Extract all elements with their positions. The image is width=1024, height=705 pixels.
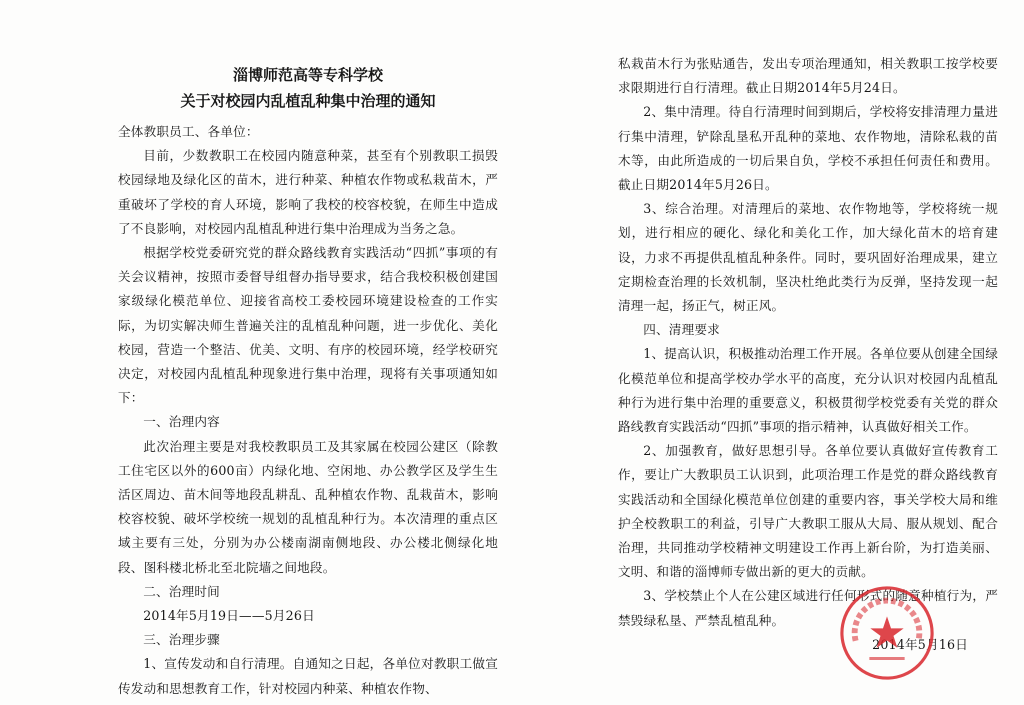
- step-two-text: 2、集中清理。待自行清理时间到期后，学校将安排清理力量进行集中清理，铲除乱垦私开乱种的菜地、农作物地，清除私栽的苗木等，由此所造成的一切后果自负，学校不承担任何责任和费用。截止日期2014年5月26日。: [618, 104, 998, 193]
- requirement-three: 3、学校禁止个人在公建区域进行任何形式的随意种植行为，严禁毁绿私垦、严禁乱植乱种。: [618, 588, 998, 628]
- section-time-text: 2014年5月19日——5月26日: [143, 608, 315, 624]
- paragraph-basis: 根据学校党委研究党的群众路线教育实践活动“四抓”事项的有关会议精神，按照市委督导组督办指导要求，结合我校积极创建国家级绿化模范单位、迎接省高校工委校园环境建设检查的工作实际，为切实解决师生普遍关注的乱植乱种问题，进一步优化、美化校园，营造一个整洁、优美、文明、有序的校园环境，经学校研究决定，对校园内乱植乱种现象进行集中治理，现将有关事项通知如下：: [118, 245, 498, 406]
- requirement-one: 1、提高认识，积极推动治理工作开展。各单位要从创建全国绿化模范单位和提高学校办学水平的高度，充分认识对校园内乱植乱种行为进行集中治理的重要意义，积极贯彻学校党委有关党的群众路线教育实践活动“四抓”事项的指示精神，认真做好相关工作。: [618, 346, 998, 435]
- paragraph-background: 目前，少数教职工在校园内随意种菜，甚至有个别教职工损毁校园绿地及绿化区的苗木，进行种菜、种植农作物或私栽苗木，严重破坏了学校的育人环境，影响了我校的校容校貌，在师生中造成了不良影响，对校园内乱植乱种进行集中治理成为当务之急。: [118, 148, 498, 236]
- requirement-two: 2、加强教育，做好思想引导。各单位要认真做好宣传教育工作，要让广大教职员工认识到，此项治理工作是党的群众路线教育实践活动和全国绿化模范单位创建的重要内容，事关学校大局和维护全校教职工的利益，引导广大教职工服从大局、服从规划、配合治理，共同推动学校精神文明建设工作再上新台阶，为打造美丽、文明、和谐的淄博师专做出新的更大的贡献。: [618, 443, 998, 580]
- official-seal: [838, 584, 936, 682]
- section-heading-content: 一、治理内容: [143, 414, 220, 430]
- issue-date: 2014年5月16日: [872, 636, 968, 652]
- notice-title: 关于对校园内乱植乱种集中治理的通知: [180, 92, 436, 110]
- step-one-continued: 私栽苗木行为张贴通告，发出专项治理通知，相关教职工按学校要求限期进行自行清理。截止日期2014年5月24日。: [618, 56, 998, 96]
- salutation: 全体教职员工、各单位：: [118, 124, 259, 139]
- section-heading-time: 二、治理时间: [143, 583, 220, 599]
- school-name: 淄博师范高等专科学校: [232, 66, 383, 84]
- step-one-text: 1、宣传发动和自行清理。自通知之日起，各单位对教职工做宣传发动和思想教育工作，针对校园内种菜、种植农作物、: [118, 656, 498, 696]
- left-column: [118, 52, 498, 701]
- step-three-text: 3、综合治理。对清理后的菜地、农作物地等，学校将统一规划，进行相应的硬化、绿化和美化工作，加大绿化苗木的培育建设，力求不再提供乱植乱种条件。同时，要巩固好治理成果，建立定期检查治理的长效机制，坚决杜绝此类行为反弹，坚持发现一起清理一起，扬正气，树正风。: [618, 201, 998, 314]
- section-heading-requirements: 四、清理要求: [643, 322, 720, 338]
- section-content-text: 此次治理主要是对我校教职员工及其家属在校园公建区（除教工住宅区以外的600亩）内绿化地、空闲地、办公教学区及学生生活区周边、苗木间等地段乱耕乱、乱种植农作物、乱栽苗木，影响校容校貌、破坏学校统一规划的乱植乱种行为。本次清理的重点区域主要有三处，分别为办公楼南湖南侧地段、办公楼北侧绿化地段、图科楼北桥北至北院墙之间地段。: [118, 438, 498, 575]
- seal-icon: [838, 584, 936, 682]
- right-column: [618, 52, 998, 657]
- section-heading-steps: 三、治理步骤: [143, 632, 220, 648]
